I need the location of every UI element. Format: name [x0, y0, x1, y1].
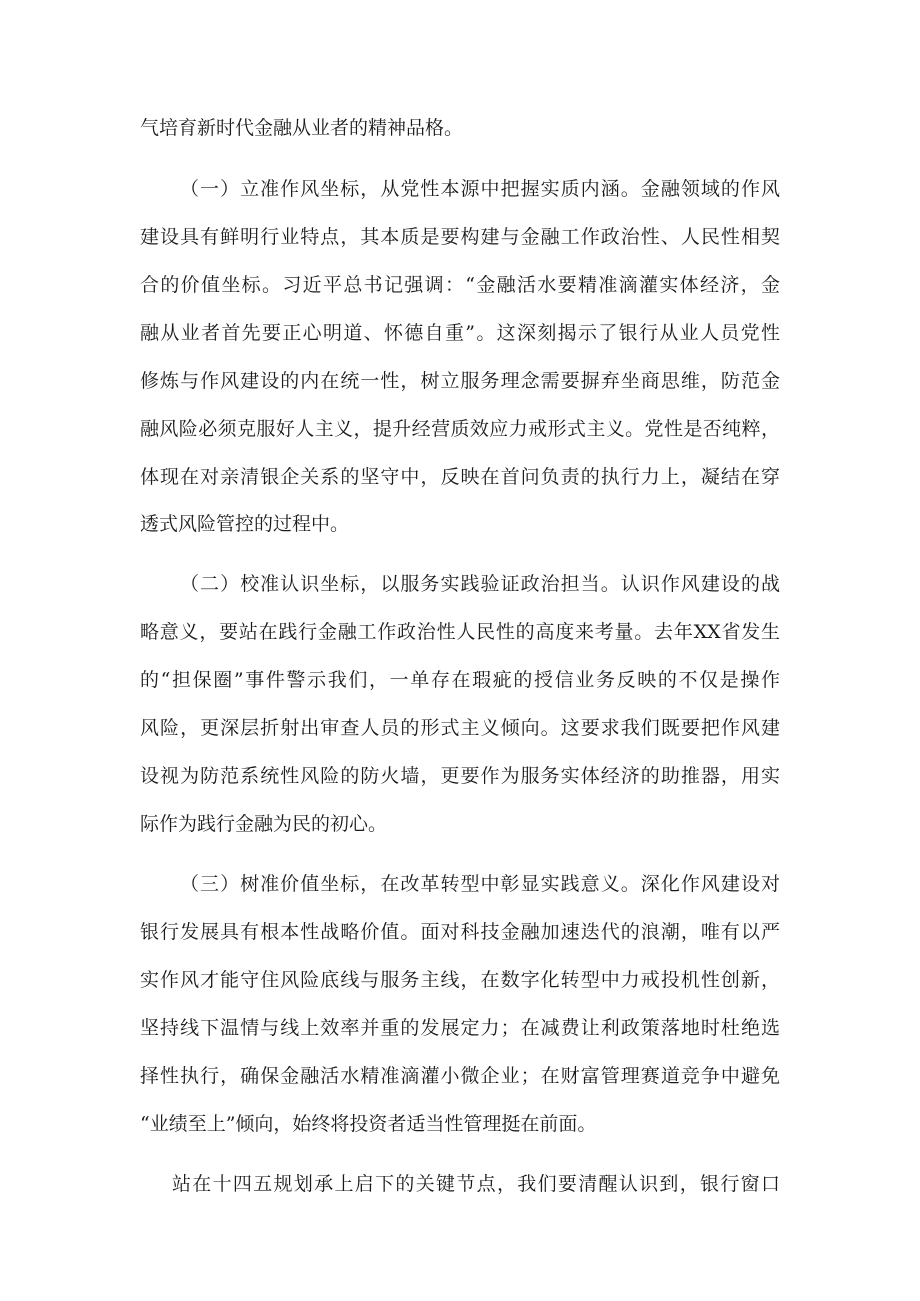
paragraph-line: 略意义，要站在践行金融工作政治性人民性的高度来考量。去年XX省发生: [140, 621, 780, 643]
paragraph-line: 风险，更深层折射出审查人员的形式主义倾向。这要求我们既要把作风建: [140, 717, 780, 739]
paragraph-line: 银行发展具有根本性战略价值。面对科技金融加速迭代的浪潮，唯有以严: [140, 921, 780, 943]
paragraph-line: 合的价值坐标。习近平总书记强调：“金融活水要精准滴灌实体经济，金: [140, 274, 780, 296]
paragraph-line: 体现在对亲清银企关系的坚守中，反映在首问负责的执行力上，凝结在穿: [140, 466, 780, 488]
paragraph-line: 建设具有鲜明行业特点，其本质是要构建与金融工作政治性、人民性相契: [140, 226, 780, 248]
paragraph-line: 气培育新时代金融从业者的精神品格。: [140, 117, 464, 139]
paragraph-line: 际作为践行金融为民的初心。: [140, 813, 388, 835]
paragraph-line: 融风险必须克服好人主义，提升经营质效应力戒形式主义。党性是否纯粹，: [140, 418, 780, 440]
paragraph-line: 站在十四五规划承上启下的关键节点，我们要清醒认识到，银行窗口: [172, 1173, 780, 1195]
paragraph-line: 透式风险管控的过程中。: [140, 513, 350, 535]
paragraph-line: 坚持线下温情与线上效率并重的发展定力；在减费让利政策落地时杜绝选: [140, 1017, 780, 1039]
paragraph-line: 设视为防范系统性风险的防火墙，更要作为服务实体经济的助推器，用实: [140, 765, 780, 787]
paragraph-line: 的“担保圈”事件警示我们，一单存在瑕疵的授信业务反映的不仅是操作: [140, 669, 780, 691]
paragraph-line: 融从业者首先要正心明道、怀德自重”。这深刻揭示了银行从业人员党性: [140, 322, 780, 344]
paragraph-line: 实作风才能守住风险底线与服务主线，在数字化转型中力戒投机性创新，: [140, 969, 780, 991]
paragraph-line: “业绩至上”倾向，始终将投资者适当性管理挺在前面。: [140, 1113, 597, 1135]
paragraph-line: （一）立准作风坐标，从党性本源中把握实质内涵。金融领域的作风: [180, 178, 780, 200]
paragraph-line: （二）校准认识坐标，以服务实践验证政治担当。认识作风建设的战: [180, 573, 780, 595]
paragraph-line: 择性执行，确保金融活水精准滴灌小微企业；在财富管理赛道竞争中避免: [140, 1065, 780, 1087]
paragraph-line: （三）树准价值坐标，在改革转型中彰显实践意义。深化作风建设对: [180, 873, 780, 895]
paragraph-line: 修炼与作风建设的内在统一性，树立服务理念需要摒弃坐商思维，防范金: [140, 370, 780, 392]
